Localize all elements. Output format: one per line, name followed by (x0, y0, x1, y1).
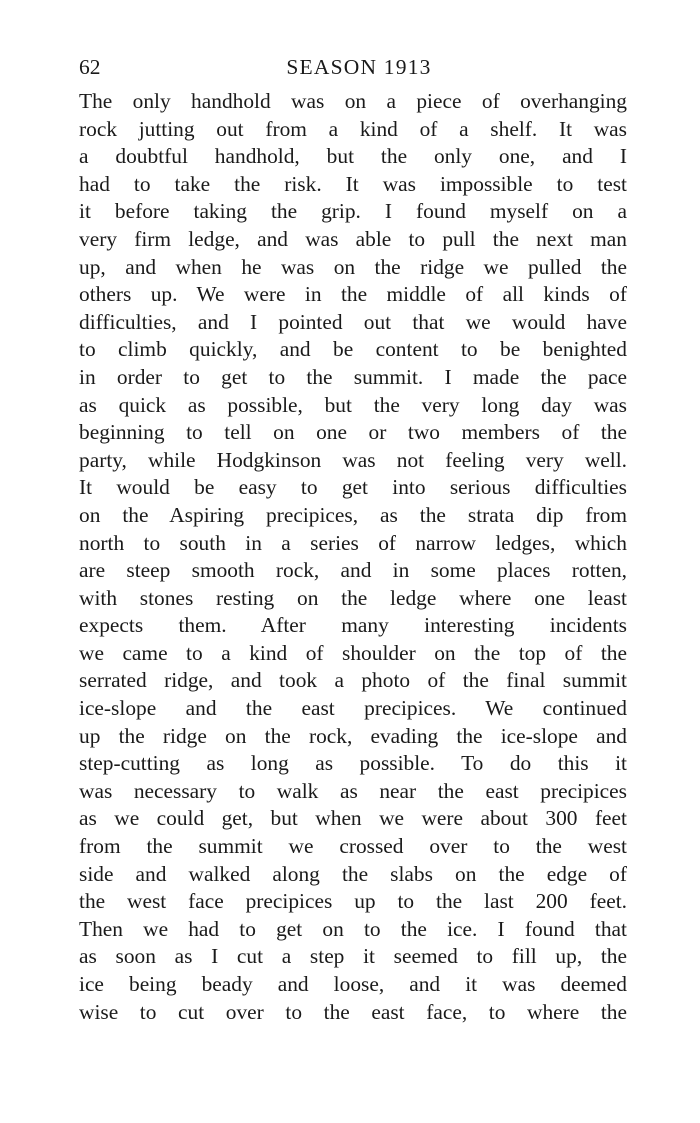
text-line: had to take the risk. It was impossible to test (79, 171, 627, 196)
text-line: beginning to tell on one or two members of the (79, 420, 627, 445)
text-line: on the Aspiring precipices, as the strata dip from (79, 502, 627, 527)
text-line: to climb quickly, and be content to be benighted (79, 337, 627, 362)
text-line: others up. We were in the middle of all kinds of (79, 282, 627, 307)
text-line: from the summit we crossed over to the west (79, 834, 627, 859)
text-line: as we could get, but when we were about 300 feet (79, 806, 627, 831)
text-line: a doubtful handhold, but the only one, and I (79, 144, 627, 169)
text-line: party, while Hodgkinson was not feeling very well. (79, 447, 627, 472)
page-number: 62 (79, 55, 101, 79)
text-line: was necessary to walk as near the east precipices (79, 778, 627, 803)
text-line: Then we had to get on to the ice. I found that (79, 916, 627, 941)
text-line: as soon as I cut a step it seemed to fill up, the (79, 944, 627, 969)
text-line: serrated ridge, and took a photo of the final summit (79, 668, 627, 693)
text-line: it before taking the grip. I found myself on a (79, 199, 627, 224)
text-line: ice-slope and the east precipices. We continued (79, 696, 627, 721)
body-text (79, 88, 627, 1026)
text-line: north to south in a series of narrow ledges, which (79, 530, 627, 555)
text-line: are steep smooth rock, and in some places rotten, (79, 558, 627, 583)
text-line: expects them. After many interesting incidents (79, 613, 627, 638)
text-line: very firm ledge, and was able to pull the next man (79, 226, 627, 251)
text-line: as quick as possible, but the very long day was (79, 392, 627, 417)
running-head (79, 52, 627, 82)
text-line: with stones resting on the ledge where one least (79, 585, 627, 610)
text-line: we came to a kind of shoulder on the top of the (79, 640, 627, 665)
text-line: side and walked along the slabs on the edge of (79, 861, 627, 886)
text-line: step-cutting as long as possible. To do this it (79, 751, 627, 776)
text-line: The only handhold was on a piece of overhanging (79, 89, 627, 113)
running-title: SEASON 1913 (286, 55, 432, 79)
text-line: difficulties, and I pointed out that we would have (79, 309, 627, 334)
text-line: wise to cut over to the east face, to where the (79, 999, 627, 1024)
text-line: up, and when he was on the ridge we pulled the (79, 254, 627, 279)
text-line: rock jutting out from a kind of a shelf. It was (79, 116, 627, 141)
text-line: ice being beady and loose, and it was deemed (79, 972, 627, 996)
text-line: in order to get to the summit. I made the pace (79, 364, 627, 389)
text-line: up the ridge on the rock, evading the ice-slope and (79, 723, 627, 748)
text-line: It would be easy to get into serious difficulties (79, 475, 627, 500)
book-page (79, 52, 627, 1026)
text-line: the west face precipices up to the last 200 feet. (79, 889, 627, 914)
